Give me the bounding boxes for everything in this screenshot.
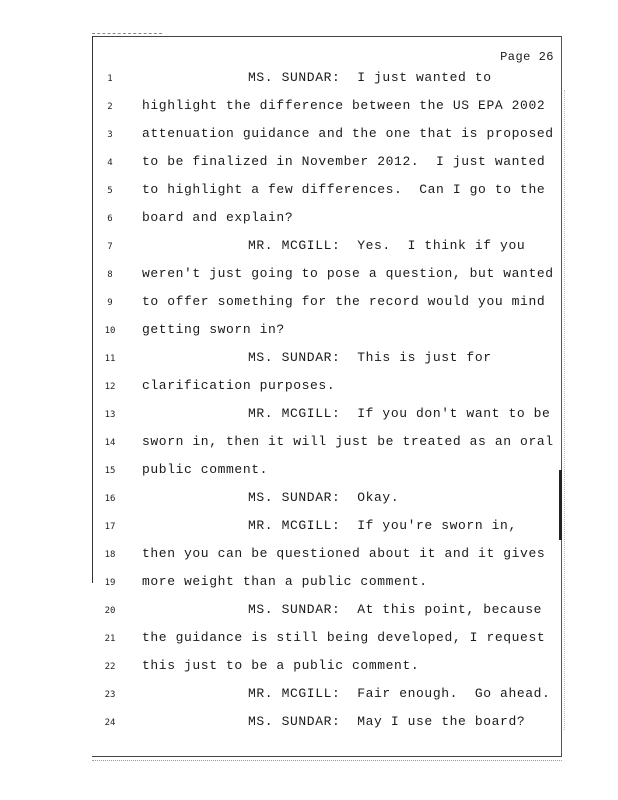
- line-number: 8: [107, 270, 113, 280]
- line-text: MS. SUNDAR: At this point, because: [248, 602, 543, 617]
- transcript-line: [100, 686, 555, 706]
- transcript-line: [100, 182, 555, 202]
- line-text: MS. SUNDAR: I just wanted to: [248, 70, 492, 85]
- transcript-line: [100, 630, 555, 650]
- line-number: 21: [104, 634, 116, 644]
- transcript-line: [100, 126, 555, 146]
- left-margin-rule: [92, 36, 93, 583]
- line-number: 16: [104, 494, 116, 504]
- line-number: 9: [107, 298, 113, 308]
- line-text: highlight the difference between the US EPA 2002: [142, 98, 546, 113]
- line-number: 13: [104, 410, 116, 420]
- line-number: 5: [107, 186, 113, 196]
- transcript-line: [100, 434, 555, 454]
- line-text: to highlight a few differences. Can I go to the: [142, 182, 546, 197]
- transcript-line: [100, 462, 555, 482]
- line-number: 17: [104, 522, 116, 532]
- line-number: 24: [104, 718, 116, 728]
- transcript-line: [100, 210, 555, 230]
- transcript-line: [100, 518, 555, 538]
- right-scan-artifact: [564, 90, 565, 730]
- transcript-line: [100, 378, 555, 398]
- line-text: to offer something for the record would you mind: [142, 294, 546, 309]
- line-text: this just to be a public comment.: [142, 658, 420, 673]
- transcript-line: [100, 322, 555, 342]
- line-text: more weight than a public comment.: [142, 574, 428, 589]
- line-number: 2: [107, 102, 113, 112]
- line-text: board and explain?: [142, 210, 294, 225]
- line-text: sworn in, then it will just be treated as an oral: [142, 434, 554, 449]
- transcript-line: [100, 714, 555, 734]
- line-text: MS. SUNDAR: May I use the board?: [248, 714, 526, 729]
- transcript-line: [100, 266, 555, 286]
- bottom-scan-artifact: [92, 760, 562, 761]
- line-number: 11: [104, 354, 116, 364]
- line-text: MS. SUNDAR: Okay.: [248, 490, 400, 505]
- line-number: 7: [107, 242, 113, 252]
- line-text: weren't just going to pose a question, but wanted: [142, 266, 554, 281]
- top-border: [92, 36, 562, 37]
- page-number: Page 26: [500, 50, 554, 64]
- line-number: 20: [104, 606, 116, 616]
- line-number: 14: [104, 438, 116, 448]
- line-number: 12: [104, 382, 116, 392]
- transcript-line: [100, 350, 555, 370]
- line-text: getting sworn in?: [142, 322, 285, 337]
- line-text: to be finalized in November 2012. I just wanted: [142, 154, 546, 169]
- header-scribble: [92, 33, 162, 34]
- line-text: the guidance is still being developed, I request: [142, 630, 546, 645]
- transcript-line: [100, 574, 555, 594]
- line-number: 6: [107, 214, 113, 224]
- transcript-line: [100, 238, 555, 258]
- transcript-line: [100, 490, 555, 510]
- line-number: 22: [104, 662, 116, 672]
- bottom-border: [92, 756, 562, 757]
- line-number: 4: [107, 158, 113, 168]
- line-text: MR. MCGILL: Yes. I think if you: [248, 238, 526, 253]
- line-text: MR. MCGILL: Fair enough. Go ahead.: [248, 686, 551, 701]
- line-text: MR. MCGILL: If you're sworn in,: [248, 518, 517, 533]
- transcript-line: [100, 154, 555, 174]
- line-number: 15: [104, 466, 116, 476]
- line-number: 1: [107, 74, 113, 84]
- line-number: 23: [104, 690, 116, 700]
- transcript-line: [100, 98, 555, 118]
- transcript-line: [100, 294, 555, 314]
- line-number: 3: [107, 130, 113, 140]
- line-text: public comment.: [142, 462, 269, 477]
- right-edge-mark: [559, 470, 562, 540]
- line-number: 10: [104, 326, 116, 336]
- transcript-line: [100, 70, 555, 90]
- line-text: clarification purposes.: [142, 378, 336, 393]
- line-number: 18: [104, 550, 116, 560]
- transcript-line: [100, 658, 555, 678]
- transcript-line: [100, 406, 555, 426]
- line-text: MS. SUNDAR: This is just for: [248, 350, 492, 365]
- line-text: MR. MCGILL: If you don't want to be: [248, 406, 551, 421]
- line-text: then you can be questioned about it and it gives: [142, 546, 546, 561]
- transcript-line: [100, 602, 555, 622]
- line-text: attenuation guidance and the one that is proposed: [142, 126, 554, 141]
- right-margin-rule: [561, 36, 562, 756]
- line-number: 19: [104, 578, 116, 588]
- transcript-line: [100, 546, 555, 566]
